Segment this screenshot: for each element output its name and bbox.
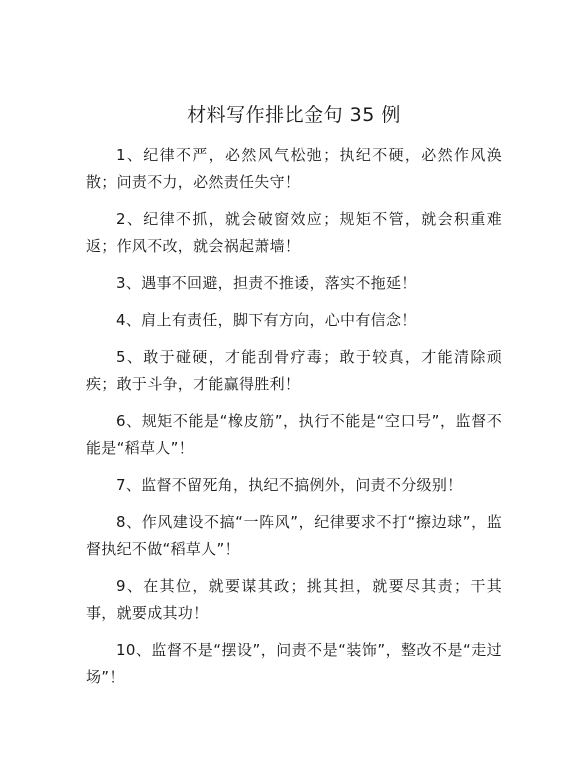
list-item: 1、纪律不严，必然风气松弛；执纪不硬，必然作风涣散；问责不力，必然责任失守！ <box>86 146 502 191</box>
list-item: 9、在其位，就要谋其政；挑其担，就要尽其责；干其事，就要成其功！ <box>86 577 502 622</box>
document-title: 材料写作排比金句 35 例 <box>187 104 401 126</box>
list-item: 6、规矩不能是“橡皮筋”，执行不能是“空口号”，监督不能是“稻草人”！ <box>86 412 502 457</box>
list-item: 3、遇事不回避，担责不推诿，落实不拖延！ <box>116 274 417 292</box>
list-item: 5、敢于碰硬，才能刮骨疗毒；敢于较真，才能清除顽疾；敢于斗争，才能赢得胜利！ <box>86 348 502 393</box>
list-item: 8、作风建设不搞“一阵风”，纪律要求不打“擦边球”，监督执纪不做“稻草人”！ <box>86 513 502 558</box>
list-item: 7、监督不留死角，执纪不搞例外，问责不分级别！ <box>116 476 463 494</box>
list-item: 10、监督不是“摆设”，问责不是“装饰”，整改不是“走过场”！ <box>86 641 502 686</box>
list-item: 4、肩上有责任，脚下有方向，心中有信念！ <box>116 311 417 329</box>
list-item: 2、纪律不抓，就会破窗效应；规矩不管，就会积重难返；作风不改，就会祸起萧墙！ <box>86 210 502 255</box>
sentence-list <box>86 142 502 691</box>
